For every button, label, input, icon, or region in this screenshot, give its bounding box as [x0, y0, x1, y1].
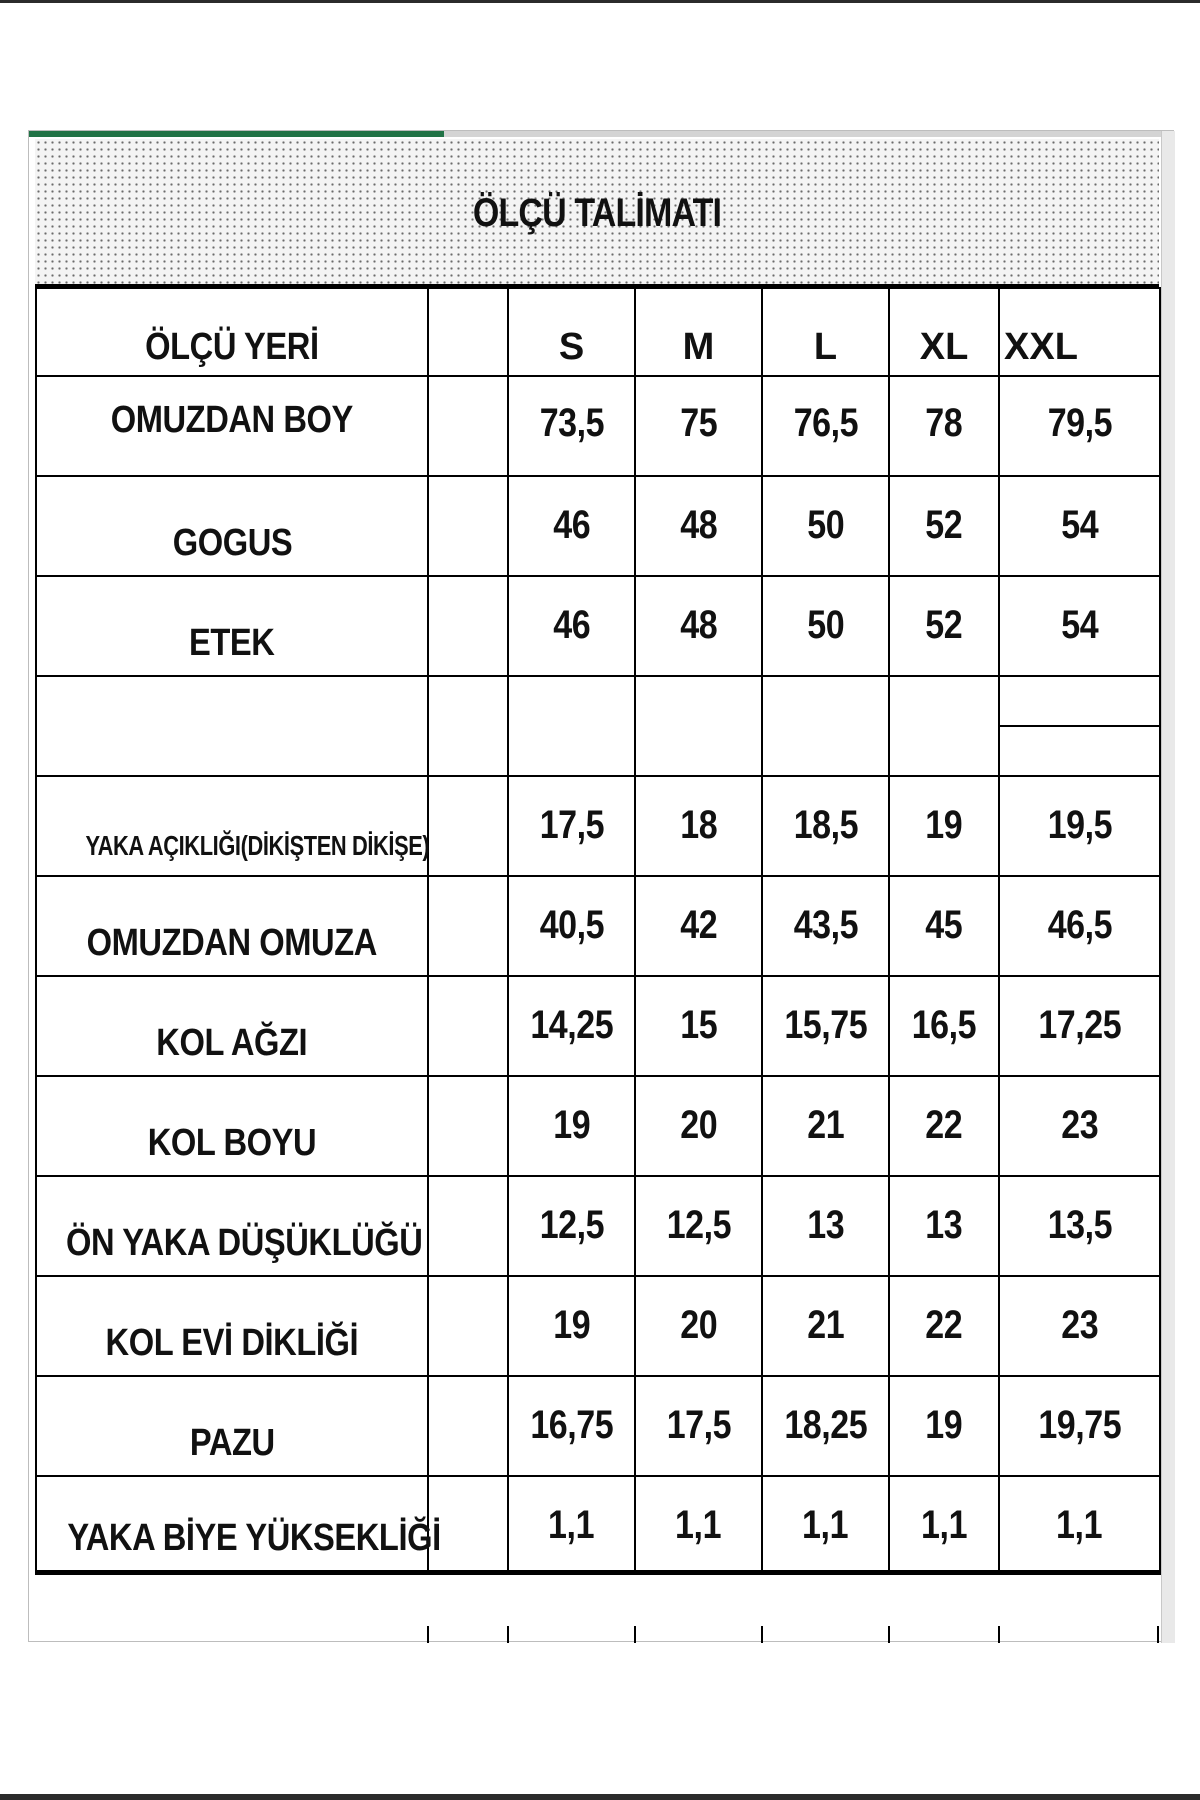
gridline-stub — [507, 1626, 509, 1643]
value-cell[interactable]: 16,5 — [889, 976, 999, 1076]
empty-cell[interactable] — [36, 676, 428, 776]
value-cell[interactable]: 76,5 — [762, 376, 889, 476]
value-cell[interactable]: 12,5 — [635, 1176, 762, 1276]
value-cell[interactable]: 50 — [762, 476, 889, 576]
empty-cell[interactable] — [428, 876, 508, 976]
row-label-cell[interactable]: YAKA BİYE YÜKSEKLİĞİ — [36, 1476, 428, 1572]
frame-bottom-border — [0, 1794, 1200, 1800]
table-row — [36, 1076, 1160, 1176]
value-cell[interactable]: 52 — [889, 476, 999, 576]
selection-highlight — [29, 131, 444, 137]
value-cell[interactable]: 22 — [889, 1076, 999, 1176]
empty-cell[interactable] — [428, 376, 508, 476]
empty-cell[interactable] — [428, 576, 508, 676]
empty-cell[interactable] — [428, 1076, 508, 1176]
value-cell[interactable]: 20 — [635, 1076, 762, 1176]
value-cell[interactable]: 43,5 — [762, 876, 889, 976]
size-header-s[interactable]: S — [508, 288, 635, 376]
value-cell[interactable]: 18,25 — [762, 1376, 889, 1476]
split-empty-cell[interactable] — [999, 676, 1160, 776]
row-label-cell[interactable]: YAKA AÇIKLIĞI(DİKİŞTEN DİKİŞE) — [36, 776, 428, 876]
size-table — [35, 287, 1161, 1575]
row-label-cell[interactable]: GOGUS — [36, 476, 428, 576]
value-cell[interactable]: 20 — [635, 1276, 762, 1376]
table-row — [36, 476, 1160, 576]
table-row — [36, 576, 1160, 676]
value-cell[interactable]: 75 — [635, 376, 762, 476]
value-cell[interactable]: 1,1 — [762, 1476, 889, 1572]
value-cell[interactable]: 19 — [508, 1276, 635, 1376]
row-label-cell[interactable]: OMUZDAN BOY — [36, 376, 428, 476]
empty-cell[interactable] — [428, 676, 508, 776]
value-cell[interactable]: 54 — [999, 476, 1160, 576]
row-label-cell[interactable]: KOL AĞZI — [36, 976, 428, 1076]
value-cell[interactable]: 54 — [999, 576, 1160, 676]
row-label-cell[interactable]: PAZU — [36, 1376, 428, 1476]
value-cell[interactable]: 1,1 — [635, 1476, 762, 1572]
size-header-l[interactable]: L — [762, 288, 889, 376]
value-cell[interactable]: 1,1 — [999, 1476, 1160, 1572]
table-row — [36, 1476, 1160, 1572]
chart-title: ÖLÇÜ TALİMATI — [472, 191, 722, 235]
blank-row — [36, 676, 1160, 776]
value-cell[interactable]: 23 — [999, 1076, 1160, 1176]
value-cell[interactable]: 79,5 — [999, 376, 1160, 476]
gridline-stub — [427, 1626, 429, 1643]
value-cell[interactable]: 17,5 — [635, 1376, 762, 1476]
value-cell[interactable]: 19,5 — [999, 776, 1160, 876]
empty-cell[interactable] — [762, 676, 889, 776]
empty-cell[interactable] — [428, 288, 508, 376]
value-cell[interactable]: 48 — [635, 476, 762, 576]
size-header-xxl[interactable]: XXL — [999, 288, 1160, 376]
partial-next-row — [35, 1626, 1159, 1643]
empty-cell[interactable] — [428, 1476, 508, 1572]
size-header-m[interactable]: M — [635, 288, 762, 376]
table-row — [36, 1176, 1160, 1276]
value-cell[interactable]: 12,5 — [508, 1176, 635, 1276]
empty-cell[interactable] — [635, 676, 762, 776]
value-cell[interactable]: 22 — [889, 1276, 999, 1376]
value-cell[interactable]: 42 — [635, 876, 762, 976]
value-cell[interactable]: 13,5 — [999, 1176, 1160, 1276]
empty-cell[interactable] — [428, 1176, 508, 1276]
value-cell[interactable]: 1,1 — [889, 1476, 999, 1572]
value-cell[interactable]: 14,25 — [508, 976, 635, 1076]
value-cell[interactable]: 13 — [889, 1176, 999, 1276]
empty-cell[interactable] — [428, 476, 508, 576]
value-cell[interactable]: 50 — [762, 576, 889, 676]
value-cell[interactable]: 19,75 — [999, 1376, 1160, 1476]
value-cell[interactable]: 19 — [889, 1376, 999, 1476]
row-label-cell[interactable]: OMUZDAN OMUZA — [36, 876, 428, 976]
gridline-stub — [1157, 1626, 1159, 1643]
value-cell[interactable]: 46 — [508, 576, 635, 676]
size-header-xl[interactable]: XL — [889, 288, 999, 376]
value-cell[interactable]: 15,75 — [762, 976, 889, 1076]
value-cell[interactable]: 48 — [635, 576, 762, 676]
value-cell[interactable]: 21 — [762, 1276, 889, 1376]
row-label-cell[interactable]: ÖN YAKA DÜŞÜKLÜĞÜ — [36, 1176, 428, 1276]
value-cell[interactable]: 13 — [762, 1176, 889, 1276]
header-label-cell[interactable] — [36, 288, 428, 376]
value-cell[interactable]: 1,1 — [508, 1476, 635, 1572]
row-label-cell[interactable]: KOL BOYU — [36, 1076, 428, 1176]
gridline-stub — [888, 1626, 890, 1643]
value-cell[interactable]: 17,5 — [508, 776, 635, 876]
value-cell[interactable]: 17,25 — [999, 976, 1160, 1076]
value-cell[interactable]: 16,75 — [508, 1376, 635, 1476]
value-cell[interactable]: 46,5 — [999, 876, 1160, 976]
table-row — [36, 1276, 1160, 1376]
size-chart-sheet — [28, 130, 1174, 1642]
gridline-stub — [998, 1626, 1000, 1643]
gridline-stub — [761, 1626, 763, 1643]
row-label-cell[interactable]: KOL EVİ DİKLİĞİ — [36, 1276, 428, 1376]
value-cell[interactable]: 21 — [762, 1076, 889, 1176]
value-cell[interactable]: 78 — [889, 376, 999, 476]
value-cell[interactable]: 15 — [635, 976, 762, 1076]
table-row — [36, 976, 1160, 1076]
row-label-cell[interactable]: ETEK — [36, 576, 428, 676]
empty-cell[interactable] — [508, 676, 635, 776]
frame-top-border — [0, 0, 1200, 3]
empty-cell[interactable] — [428, 1376, 508, 1476]
empty-cell[interactable] — [889, 676, 999, 776]
table-row — [36, 376, 1160, 476]
gridline-stub — [634, 1626, 636, 1643]
value-cell[interactable]: 73,5 — [508, 376, 635, 476]
table-row — [36, 776, 1160, 876]
column-selection-bar — [29, 131, 1175, 137]
header-label: ÖLÇÜ YERİ — [145, 326, 319, 368]
table-row — [36, 876, 1160, 976]
vertical-scrollbar[interactable] — [1161, 131, 1175, 1643]
empty-cell[interactable] — [428, 776, 508, 876]
title-cell — [35, 139, 1159, 287]
empty-cell[interactable] — [428, 1276, 508, 1376]
table-row — [36, 1376, 1160, 1476]
value-cell[interactable]: 40,5 — [508, 876, 635, 976]
value-cell[interactable]: 46 — [508, 476, 635, 576]
value-cell[interactable]: 52 — [889, 576, 999, 676]
value-cell[interactable]: 18 — [635, 776, 762, 876]
value-cell[interactable]: 18,5 — [762, 776, 889, 876]
header-row — [36, 288, 1160, 376]
value-cell[interactable]: 23 — [999, 1276, 1160, 1376]
empty-cell[interactable] — [428, 976, 508, 1076]
value-cell[interactable]: 45 — [889, 876, 999, 976]
value-cell[interactable]: 19 — [889, 776, 999, 876]
value-cell[interactable]: 19 — [508, 1076, 635, 1176]
